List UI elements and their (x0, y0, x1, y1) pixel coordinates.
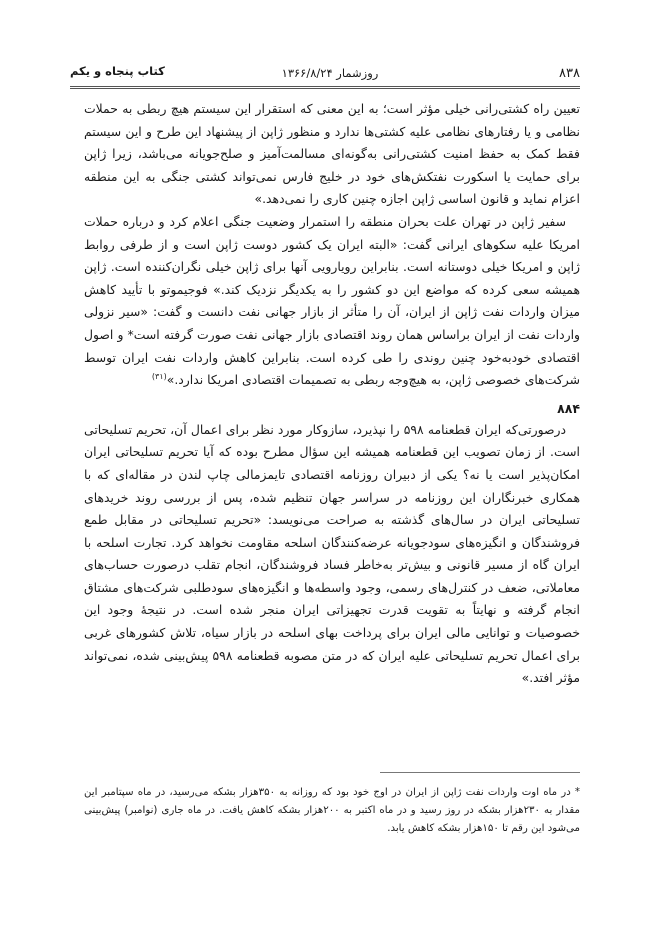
main-text (84, 98, 580, 690)
footnote-text: * در ماه اوت واردات نفت ژاپن از ایران در اوج خود بود که روزانه به ۳۵۰هزار بشکه می‌رسید، در ماه سپتامبر این مقدار به ۲۳۰هزار بشکه در روز رسید و در ماه اکتبر به ۲۰۰هزار بشکه کاهش یافت. در ماه جاری (نوامبر) پیش‌بینی می‌شود این رقم تا ۱۵۰هزار بشکه کاهش یابد. (84, 787, 581, 834)
page-number: ۸۳۸ (559, 66, 580, 81)
header-double-rule (70, 86, 580, 89)
footnote (84, 784, 580, 838)
section-number: ۸۸۴ (557, 400, 580, 416)
footnote-marker: * و اصول اقتصادی خودبه‌خود چنین روندی را طی کرده است. بنابراین کاهش واردات نفت ایران توسط شرکت‌های خصوصی ژاپن، به هیچ‌وجه ربطی به تصمیمات اقتصادی امریکا ندارد.» (84, 326, 580, 388)
running-header (70, 64, 580, 86)
paragraph-arms-embargo: درصورتی‌که ایران قطعنامه ۵۹۸ را نپذیرد، سازوکار مورد نظر برای اعمال آن، تحریم تسلیحاتی است. از زمان تصویب این قطعنامه همیشه این سؤال مطرح بوده که آیا تحریم تسلیحاتی ایران امکان‌پذیر است یا نه؟ یکی از دبیران روزنامه اقتصادی تایمزمالی چاپ لندن در مقاله‌ای که با همکاری خبرنگاران این روزنامه در سراسر جهان تنظیم شده، پس از بررسی روند خریدهای تسلیحاتی ایران در سال‌های گذشته به صراحت می‌نویسد: «تحریم تسلیحاتی در مقابل طمع فروشندگان و انگیزه‌های سودجویانه عرضه‌کنندگان اسلحه مقاومت نخواهد کرد. تجارت اسلحه با ایران گاه از مسیر قانونی و بیش‌تر به‌خاطر فساد فروشندگان، انجام تقلب درصورت حساب‌های معاملاتی، ضعف در کنترل‌های رسمی، وجود واسطه‌ها و انگیزه‌های سودطلبی شرکت‌های مشتاق انجام گرفته و نهایتاً به تقویت قدرت تجهیزاتی ایران منجر شده است. در نتیجهٔ وجود این خصوصیات و توانایی مالی ایران برای پرداخت بهای اسلحه در بازار سیاه، تلاش کشورهای غربی برای اعمال تحریم تسلیحاتی علیه ایران که در متن مصوبه قطعنامه ۵۹۸ پیش‌بینی شده، نمی‌تواند مؤثر افتد.» (84, 421, 580, 686)
header-date-label: روزشمار ۱۳۶۶/۸/۲۴ (281, 66, 379, 80)
paragraph-continued: تعیین راه کشتی‌رانی خیلی مؤثر است؛ به این معنی که استقرار این سیستم هیچ ربطی به حملات نظامی و یا رفتارهای نظامی علیه کشتی‌ها ندارد و منظور ژاپن از پیشنهاد این طرح و این سیستم فقط کمک به حفظ امنیت کشتی‌رانی به‌گونه‌ای مسالمت‌آمیز و صلح‌جویانه می‌باشد، زیرا ژاپن برای حمایت یا اسکورت نفتکش‌های خود در خلیج فارس نمی‌تواند کشتی جنگی به این منطقه اعزام نماید و قانون اساسی ژاپن اجازه چنین کاری را نمی‌دهد.» (84, 101, 580, 207)
book-title: کتاب پنجاه و یکم (70, 64, 165, 78)
citation-ref: (۳۱) (151, 372, 167, 381)
footnote-rule (380, 772, 580, 773)
paragraph-ambassador (84, 211, 580, 392)
paragraph-text: سفیر ژاپن در تهران علت بحران منطقه را استمرار وضعیت جنگی اعلام کرد و درباره حملات امریکا علیه سکوهای ایرانی گفت: «البته ایران یک کشور دوست ژاپن است و از طرفی روابط ژاپن و امریکا خیلی دوستانه است. بنابراین رویارویی آنها برای ژاپن خیلی نگران‌کننده است. ژاپن همیشه سعی کرده که مواضع این دو کشور را به یکدیگر نزدیک کند.» فوجیموتو با تأیید کاهش میزان واردات نفت ژاپن از ایران، آن را متأثر از بازار جهانی نفت دانست و گفت: «سیر نزولی واردات نفت از ایران براساس همان روند اقتصادی بازار جهانی نفت صورت گرفته است (84, 213, 580, 342)
